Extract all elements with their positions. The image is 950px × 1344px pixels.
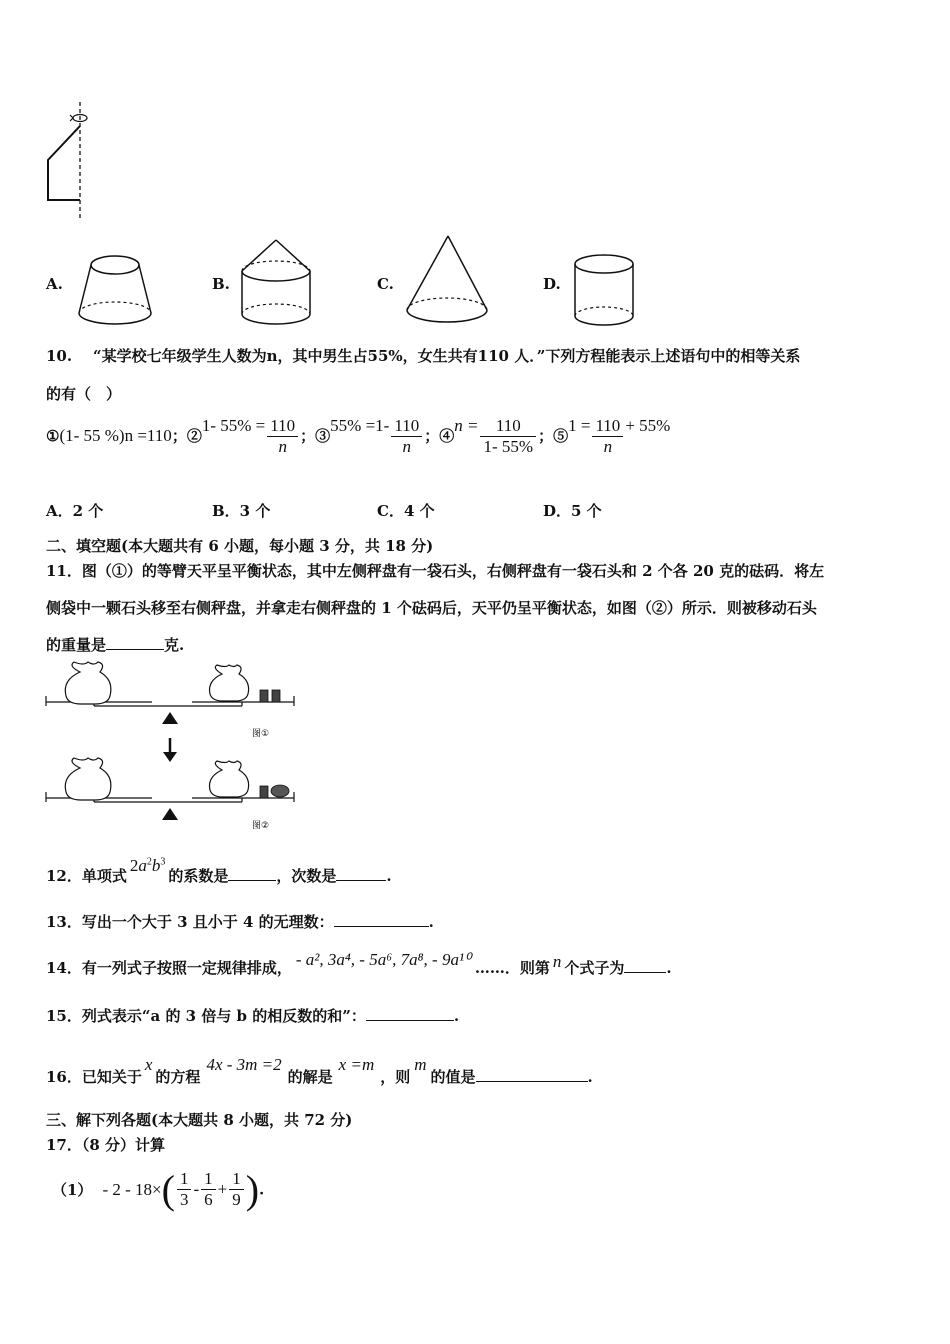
- q17-f3-den: 9: [232, 1190, 241, 1209]
- q17-part1: [52, 1166, 264, 1213]
- q14-end: .: [666, 959, 672, 977]
- eq5-mark: ⑤: [553, 427, 569, 445]
- eq3-mark: ③: [315, 427, 331, 445]
- q17-f2-num: 1: [201, 1169, 216, 1190]
- option-c-label: C.: [377, 275, 394, 293]
- q10-choice-a: A．2 个: [46, 502, 104, 520]
- q15-text: 15．列式表示“a 的 3 倍与 b 的相反数的和”：: [46, 1007, 366, 1025]
- q16-mid3: ，则: [380, 1068, 411, 1086]
- q16-x: x: [144, 1055, 153, 1074]
- q12-coef: 2: [129, 856, 139, 875]
- q17-op1: -: [193, 1179, 200, 1199]
- answer-blank-q16[interactable]: [476, 1067, 588, 1082]
- fig1-label: 图①: [252, 729, 270, 739]
- q14-mid: ……．则第: [474, 959, 550, 977]
- eq5-left: 1 =: [568, 416, 591, 435]
- balance-figure: [42, 660, 302, 832]
- option-b-label: B.: [212, 275, 230, 293]
- q17-f1-den: 3: [179, 1190, 189, 1209]
- fig2-label: 图②: [252, 821, 270, 831]
- q11-line3: [46, 634, 184, 655]
- balance-2: [46, 758, 294, 820]
- eq3-left: 55% =1-: [330, 416, 390, 435]
- q10-stem-line2: 的有（ ）: [46, 385, 122, 403]
- q12: [46, 856, 392, 886]
- q13-text: 13．写出一个大于 3 且小于 4 的无理数：: [46, 913, 334, 931]
- eq5-num: 110: [592, 416, 623, 437]
- q16-m: m: [414, 1055, 427, 1074]
- eq4-mark: ④: [439, 427, 455, 445]
- q16-mid4: 的值是: [430, 1068, 476, 1086]
- q17-part1-label: （1）: [52, 1181, 93, 1199]
- q10-choice-c: C．4 个: [377, 502, 435, 520]
- q14-mid2: 个式子为: [564, 959, 625, 977]
- sep-2: ；: [300, 427, 316, 445]
- q11-line2: 侧袋中一颗石头移至右侧秤盘，并拿走右侧秤盘的 1 个砝码后，天平仍呈平衡状态，如图（②）所示．则被移动石头: [46, 599, 817, 617]
- q10-choice-d: D．5 个: [543, 502, 602, 520]
- paren-left: (: [161, 1167, 175, 1212]
- q17-f3-num: 1: [229, 1169, 244, 1190]
- q12-a: a: [138, 856, 147, 875]
- q13-end: .: [428, 913, 434, 931]
- answer-blank-q12-degree[interactable]: [336, 866, 386, 881]
- q16-mid1: 的方程: [155, 1068, 201, 1086]
- q12-prefix: 12．单项式: [46, 867, 127, 885]
- option-c-cone: [402, 232, 492, 330]
- eq4-num: 110: [480, 416, 536, 437]
- answer-blank-q13[interactable]: [334, 912, 429, 927]
- q10-stem-text: “某学校七年级学生人数为n，其中男生占55%，女生共有110 人．”下列方程能表示上述语句中的相等关系: [93, 347, 801, 365]
- q10-choice-b: B．3 个: [212, 502, 271, 520]
- eq2-left: 1- 55% =: [201, 416, 266, 435]
- q12-mid: 的系数是: [168, 867, 229, 885]
- answer-blank-q12-coef[interactable]: [228, 866, 276, 881]
- balance-1: [46, 662, 294, 724]
- q15-end: .: [453, 1007, 460, 1025]
- q16-eq: 4x - 3m =2: [206, 1055, 282, 1074]
- eq4-left: n =: [454, 416, 479, 435]
- q17-f1-num: 1: [177, 1169, 192, 1190]
- q16-mid2: 的解是: [287, 1068, 333, 1086]
- q16-prefix: 16．已知关于: [46, 1068, 142, 1086]
- q17-op2: +: [217, 1179, 228, 1199]
- q12-b: b: [151, 856, 161, 875]
- answer-blank-q14[interactable]: [624, 958, 666, 973]
- paren-right: ): [245, 1167, 260, 1212]
- eq1-mark: ①: [46, 427, 60, 445]
- eq3-num: 110: [391, 416, 422, 437]
- option-b-cone-cylinder: [236, 236, 316, 330]
- q15: [46, 1005, 459, 1026]
- eq3-den: n: [402, 437, 412, 456]
- q17-end: .: [259, 1180, 265, 1199]
- answer-blank-q11[interactable]: [106, 635, 164, 650]
- q12-b-exp: 3: [160, 856, 166, 868]
- q14-n: n: [552, 952, 562, 971]
- option-d-cylinder: [570, 250, 638, 332]
- q17-expr-left: - 2 - 18×: [102, 1179, 162, 1199]
- sep-3: ；: [424, 427, 440, 445]
- q13: [46, 911, 434, 932]
- q11-line3-b: 克.: [164, 636, 185, 654]
- eq2-den: n: [278, 437, 287, 456]
- q16-sol: x =m: [338, 1055, 375, 1074]
- q14-prefix: 14．有一列式子按照一定规律排成，: [46, 959, 292, 977]
- option-a-label: A.: [46, 275, 63, 293]
- q12-end: .: [386, 867, 392, 885]
- option-a-frustum: [74, 250, 156, 330]
- eq5-den: n: [603, 437, 613, 456]
- q12-mid2: ，次数是: [276, 867, 337, 885]
- rotation-figure: [40, 98, 100, 223]
- q14: [46, 950, 672, 978]
- q11-line1: 11．图（①）的等臂天平呈平衡状态，其中左侧秤盘有一袋石头，右侧秤盘有一袋石头和 2 个各 20 克的砝码．将左: [46, 562, 825, 580]
- q12-a-exp: 2: [146, 856, 152, 868]
- answer-blank-q15[interactable]: [366, 1006, 454, 1021]
- section2-title: 二、填空题(本大题共有 6 小题，每小题 3 分，共 18 分): [46, 537, 434, 555]
- q10-number: 10.: [46, 347, 73, 365]
- q11-line3-a: 的重量是: [46, 636, 107, 654]
- eq1: (1- 55 %)n =110: [59, 426, 172, 445]
- eq2-num: 110: [267, 416, 298, 437]
- q17-f2-den: 6: [204, 1190, 213, 1209]
- option-d-label: D.: [543, 275, 561, 293]
- q14-seq: - a², 3a⁴, - 5a⁶, 7a⁸, - 9a¹⁰: [295, 950, 471, 969]
- q10-stem-line1: [46, 345, 800, 366]
- q10-equations: [46, 416, 670, 457]
- eq5-right: + 55%: [625, 416, 671, 435]
- q16-end: .: [587, 1068, 593, 1086]
- q16: [46, 1055, 593, 1087]
- sep-4: ；: [538, 427, 554, 445]
- eq2-mark: ②: [186, 427, 202, 445]
- section3-title: 三、解下列各题(本大题共 8 小题，共 72 分): [46, 1111, 353, 1129]
- sep-1: ；: [171, 427, 187, 445]
- eq4-den: 1- 55%: [483, 437, 534, 456]
- q17-title: 17．（8 分）计算: [46, 1136, 166, 1154]
